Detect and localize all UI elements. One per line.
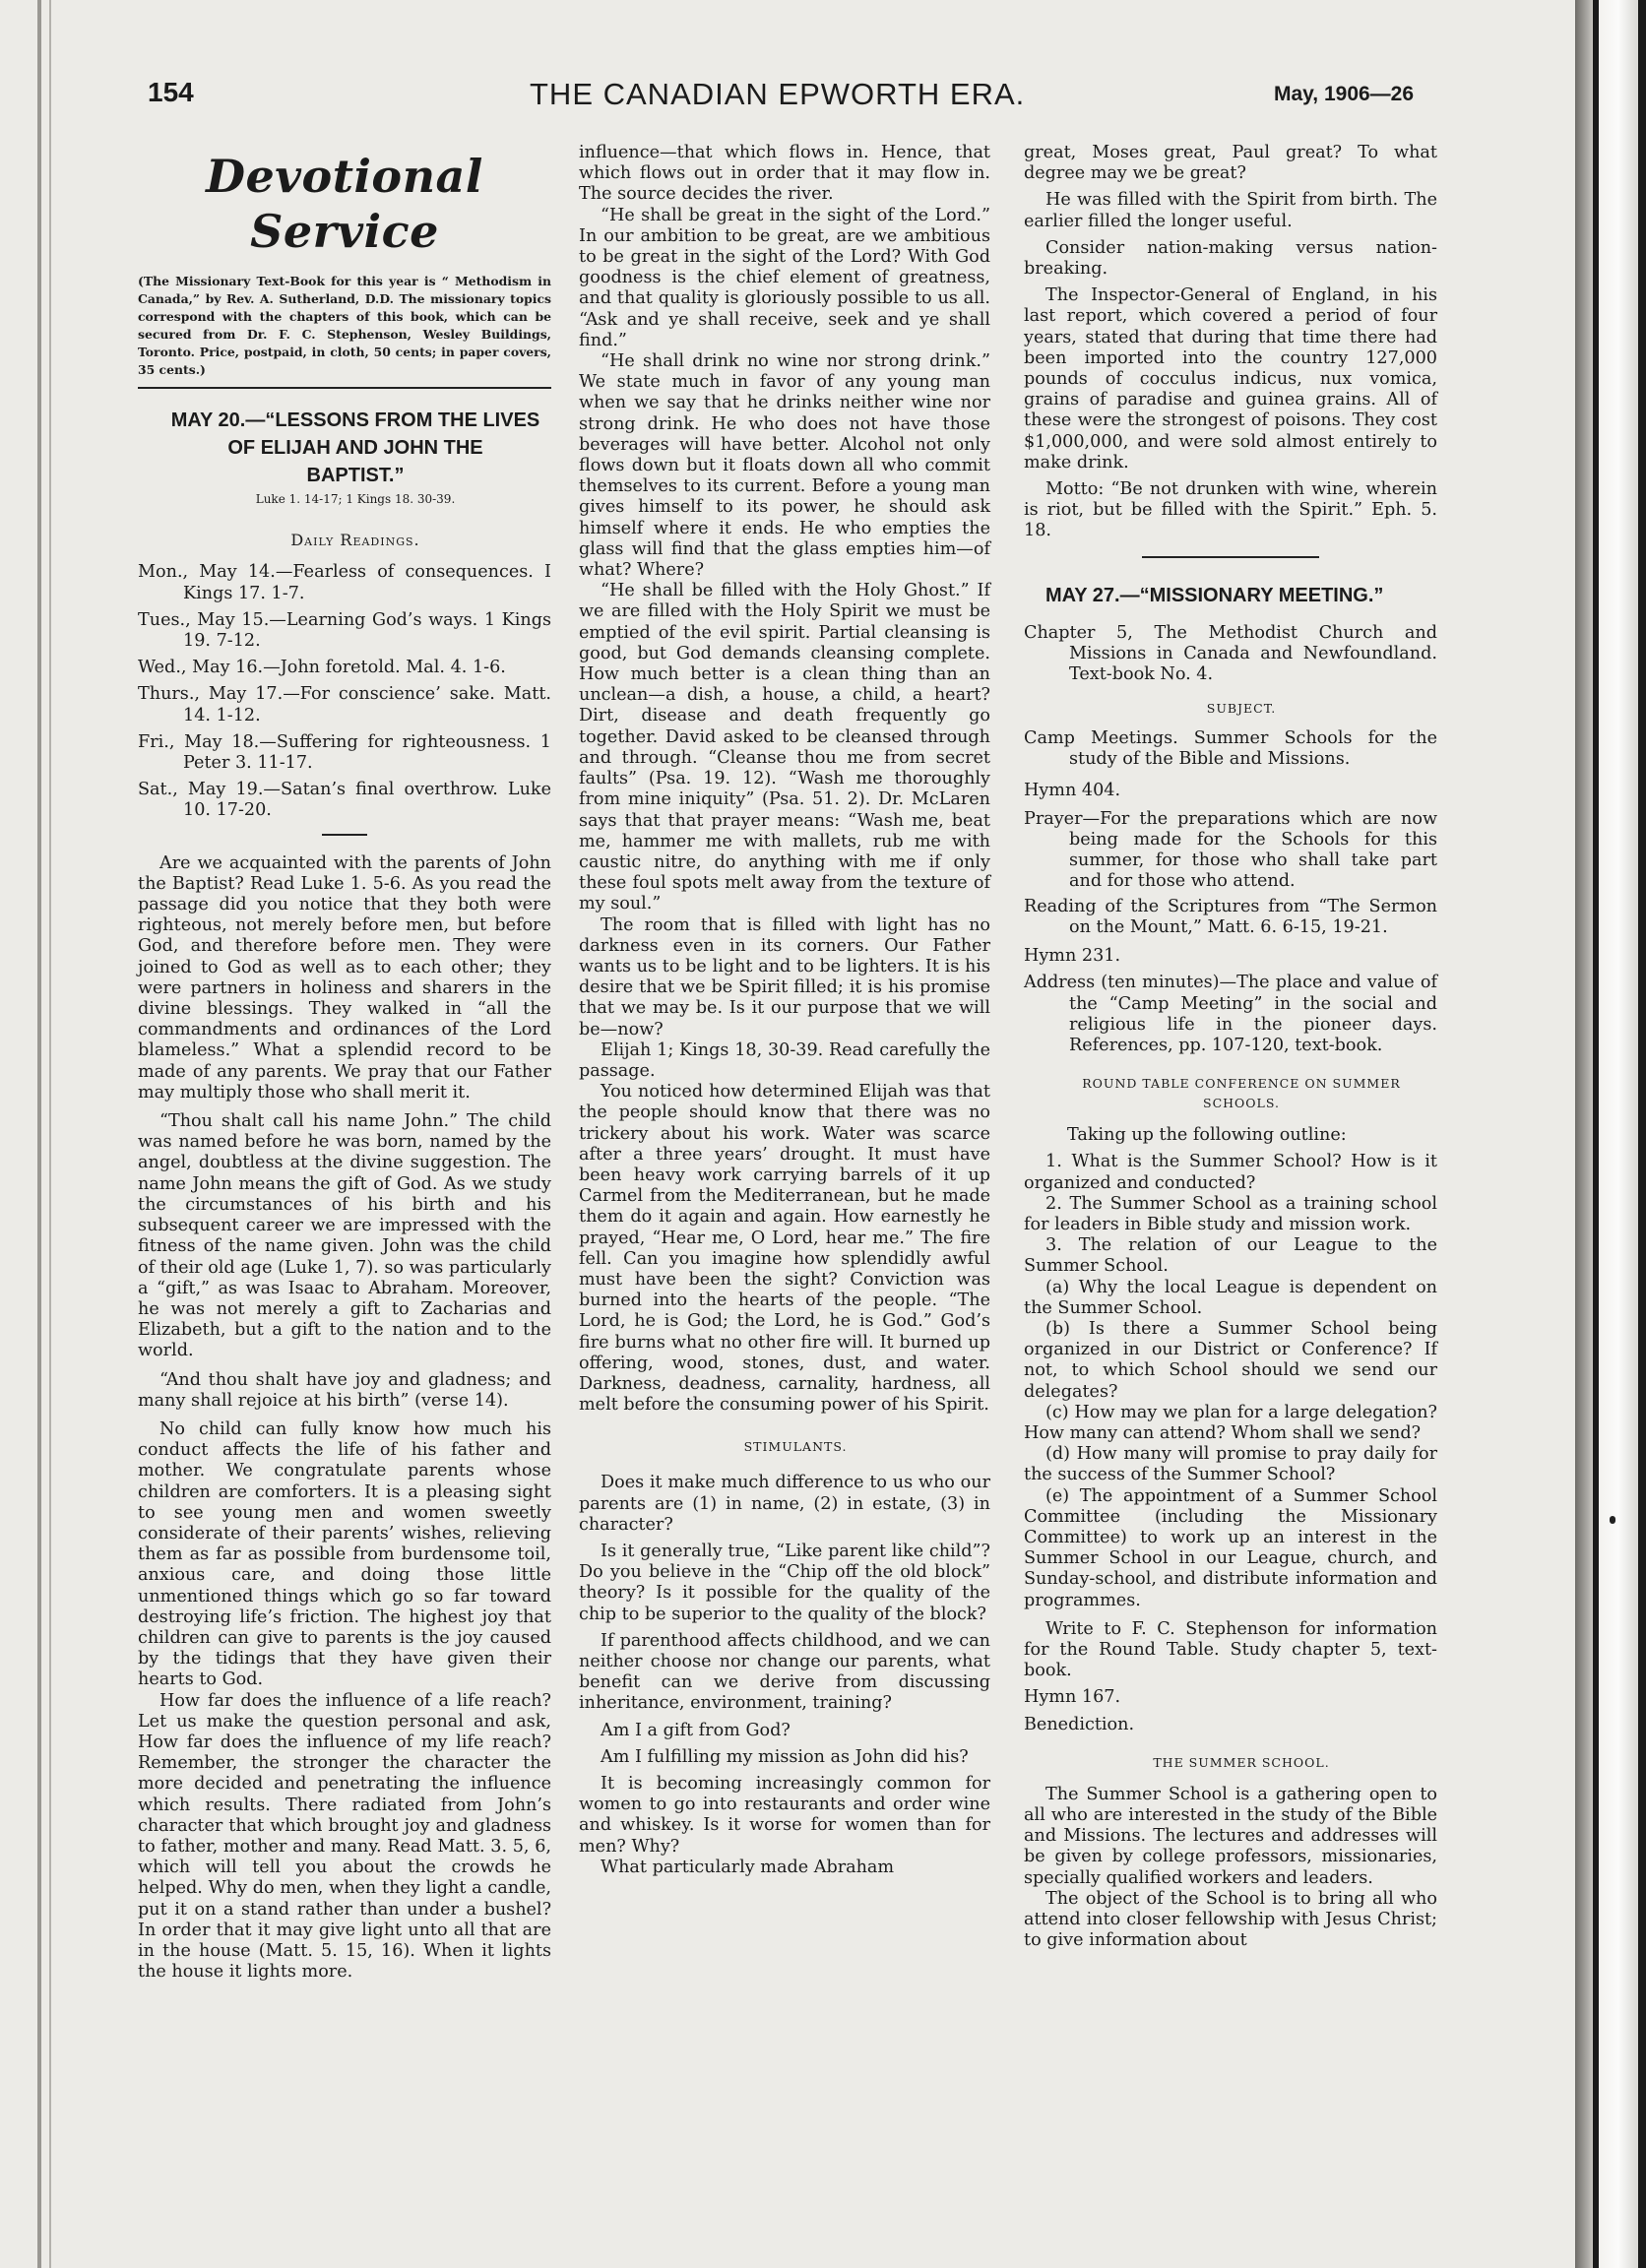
body-paragraph: influence—that which flows in. Hence, that which flows out in order that it may flow in. The source decides the river.: [579, 143, 990, 205]
outline-item: (d) How many will promise to pray daily for the success of the Summer School?: [1024, 1444, 1437, 1485]
outline-item: (e) The appointment of a Summer School Committee (including the Missionary Committee) to work up an interest in the Summer School in our League, church, and Sunday-school, and distribute information and programmes.: [1024, 1485, 1437, 1610]
margin-mark: [1610, 1516, 1615, 1524]
body-paragraph: How far does the influence of a life reach? Let us make the question personal and ask, How far does the influence of my life reach? Remember, the stronger the character the more decided and penetrating the influence which results. There radiated from John’s character that which brought joy and gladness to father, mother and many. Read Matt. 3. 5, 6, which will tell you about the crowds he helped. Why do men, when they light a candle, put it on a stand rather than under a bushel? In order that it may give light unto all that are in the house (Matt. 5. 15, 16). When it lights the house it lights more.: [138, 1690, 551, 1983]
body-paragraph: Is it generally true, “Like parent like child”? Do you believe in the “Chip off the old block” theory? Is it possible for the quality of the chip to be superior to the quality of the block?: [579, 1542, 990, 1624]
body-paragraph: The Summer School is a gathering open to all who are interested in the study of the Bible and Missions. The lectures and addresses will be given by college professors, missionaries, specially qualified workers and leaders.: [1024, 1784, 1437, 1888]
subject-label: SUBJECT.: [1206, 701, 1277, 717]
column-1: [138, 143, 551, 1983]
body-paragraph: What particularly made Abraham: [601, 1857, 895, 1877]
reading-item: Fri., May 18.—Suffering for righteousness. 1 Peter 3. 11-17.: [138, 731, 551, 774]
reading-item: Mon., May 14.—Fearless of consequences. I Kings 17. 1-7.: [138, 562, 551, 603]
divider: [322, 834, 367, 836]
body-paragraph: great, Moses great, Paul great? To what degree may we be great?: [1024, 143, 1437, 184]
round-table-heading-line-2: SCHOOLS.: [1203, 1096, 1280, 1111]
daily-readings-label: Daily Readings.: [290, 531, 420, 550]
section-title: Devotional Service: [206, 150, 483, 258]
body-paragraph: If parenthood affects childhood, and we can neither choose nor change our parents, what benefit can we derive from discussing inheritance, environment, training?: [579, 1630, 990, 1714]
body-paragraph: Am I a gift from God?: [601, 1720, 791, 1740]
page-number: 154: [148, 77, 194, 107]
body-paragraph: Does it make much difference to us who our parents are (1) in name, (2) in estate, (3) in character?: [579, 1473, 990, 1535]
reading-item: Tues., May 15.—Learning God’s ways. 1 Kings 19. 7-12.: [138, 609, 551, 652]
outline-item: (a) Why the local League is dependent on the Summer School.: [1024, 1277, 1437, 1318]
missionary-heading: MAY 27.—“MISSIONARY MEETING.”: [1045, 584, 1384, 606]
program-item: Reading of the Scriptures from “The Sermon on the Mount,” Matt. 6. 6-15, 19-21.: [1024, 896, 1437, 937]
body-paragraph: It is becoming increasingly common for women to go into restaurants and order wine and whiskey. Is it worse for women than for men? Why?: [579, 1774, 990, 1857]
chapter-reference: Chapter 5, The Methodist Church and Missions in Canada and Newfoundland. Text-book No. 4.: [1024, 622, 1437, 685]
body-paragraph: The object of the School is to bring all who attend into closer fellowship with Jesus Christ; to give information about: [1024, 1888, 1437, 1951]
lesson-heading-line-1: MAY 20.—“LESSONS FROM THE LIVES: [170, 410, 540, 431]
body-paragraph: “He shall be great in the sight of the Lord.” In our ambition to be great, are we ambitious to be great in the sight of the Lord? With God goodness is the chief element of greatness, and that quality is gloriously possible to us all. “Ask and ye shall receive, seek and ye shall find.”: [579, 205, 990, 350]
lesson-heading-line-3: BAPTIST.”: [306, 465, 405, 486]
body-paragraph: Elijah 1; Kings 18, 30-39. Read carefully the passage.: [579, 1040, 990, 1081]
program-item: Hymn 231.: [1024, 946, 1121, 967]
stimulants-heading: STIMULANTS.: [743, 1439, 848, 1455]
body-paragraph: You noticed how determined Elijah was that the people should know that there was no trickery about his work. Water was scarce after a three years’ drought. It must have been heavy work carrying barrels of it up Carmel from the Mediterranean, but he made them do it again and again. How earnestly he prayed, “Hear me, O Lord, hear me.” The fire fell. Can you imagine how splendidly awful must have been the sight? Conviction was burned into the hearts of the people. “The Lord, he is God; the Lord, he is God.” God’s fire burns what no other fire will. It burned up offering, wood, stones, dust, and water. Darkness, deadness, carnality, hardness, all melt before the consuming power of his Spirit.: [579, 1082, 990, 1416]
body-paragraph: Are we acquainted with the parents of John the Baptist? Read Luke 1. 5-6. As you read the passage did you notice that they both were righteous, not merely before men, but before God, and therefore before men. They were joined to God as well as to each other; they were partners in holiness and sharers in the divine blessings. They walked in “all the commandments and ordinances of the Lord blameless.” What a splendid record to be made of any parents. We pray that our Father may multiply those who shall merit it.: [138, 852, 551, 1102]
outline-item: Write to F. C. Stephenson for information for the Round Table. Study chapter 5, text-book.: [1024, 1618, 1437, 1681]
book-spine: [1593, 0, 1646, 2268]
body-paragraph: The Inspector-General of England, in his last report, which covered a period of four years, stated that during that time there had been imported into the country 127,000 pounds of cocculus indicus, nux vomica, grains of paradise and guinea grains. All of these were the strongest of poisons. They cost $1,000,000, and were sold almost entirely to make drink.: [1024, 285, 1437, 472]
scripture-reference: Luke 1. 14-17; 1 Kings 18. 30-39.: [255, 492, 456, 506]
textbook-note: (The Missionary Text-Book for this year is “ Methodism in Canada,” by Rev. A. Sutherland, D.D. The missionary topics correspond with the chapters of this book, which can be secured from Dr. F. C. Stephenson, Wesley Buildings, Toronto. Price, postpaid, in cloth, 50 cents; in paper covers, 35 cents.): [138, 274, 551, 377]
reading-item: Sat., May 19.—Satan’s final overthrow. Luke 10. 17-20.: [138, 780, 551, 821]
column-2: [579, 143, 990, 1878]
program-item: Prayer—For the preparations which are now being made for the Schools for this summer, for those who shall take part and for those who attend.: [1024, 808, 1437, 892]
issue-date: May, 1906—26: [1274, 83, 1415, 105]
summer-school-heading: THE SUMMER SCHOOL.: [1153, 1754, 1330, 1770]
column-3: [1024, 143, 1437, 1951]
divider: [138, 387, 551, 389]
round-table-heading-line-1: ROUND TABLE CONFERENCE ON SUMMER: [1082, 1076, 1401, 1092]
body-paragraph: Am I fulfilling my mission as John did his?: [601, 1746, 969, 1767]
outline-item: (c) How may we plan for a large delegation? How many can attend? Whom shall we send?: [1024, 1402, 1437, 1443]
closing-item: Benediction.: [1024, 1714, 1135, 1734]
body-paragraph: No child can fully know how much his conduct affects the life of his father and mother. We congratulate parents whose children are comforters. It is a pleasing sight to see young men and women sweetly considerate of their parents’ wishes, relieving them as far as possible from burdensome toil, anxious care, and doing those little unmentioned things which go so far toward destroying life’s friction. The highest joy that children can give to parents is the joy caused by the tidings that they have given their hearts to God.: [138, 1418, 551, 1690]
body-paragraph: He was filled with the Spirit from birth. The earlier filled the longer useful.: [1024, 190, 1437, 231]
outline-intro: Taking up the following outline:: [1067, 1125, 1347, 1146]
outline-item: (b) Is there a Summer School being organized in our District or Conference? If not, to which School should we send our delegates?: [1024, 1318, 1437, 1402]
body-paragraph: “And thou shalt have joy and gladness; and many shall rejoice at his birth” (verse 14).: [138, 1369, 551, 1411]
reading-item: Wed., May 16.—John foretold. Mal. 4. 1-6.: [138, 658, 506, 678]
publication-title: THE CANADIAN EPWORTH ERA.: [530, 77, 1026, 111]
closing-item: Hymn 167.: [1024, 1687, 1121, 1708]
program-item: Address (ten minutes)—The place and value of the “Camp Meeting” in the social and religious life in the pioneer days. References, pp. 107-120, text-book.: [1024, 973, 1437, 1055]
subject-text: Camp Meetings. Summer Schools for the study of the Bible and Missions.: [1024, 728, 1437, 770]
program-item: Hymn 404.: [1024, 780, 1121, 800]
body-paragraph: The room that is filled with light has no darkness even in its corners. Our Father wants us to be light and to be lighters. It is his desire that we be Spirit filled; it is his promise that we may be. Is it our purpose that we will be—now?: [579, 914, 990, 1040]
body-paragraph: “He shall drink no wine nor strong drink.” We state much in favor of any young man when we say that he drinks neither wine nor strong drink. He who does not have those beverages will have better. Alcohol not only flows down but it floats down all who commit themselves to its current. Before a young man gives himself to its power, he should ask himself where it ends. He who empties the glass will find that the glass empties him—of what? Where?: [579, 351, 990, 581]
reading-item: Thurs., May 17.—For conscience’ sake. Matt. 14. 1-12.: [138, 684, 551, 725]
outline-item: 2. The Summer School as a training school for leaders in Bible study and mission work.: [1024, 1193, 1437, 1234]
body-paragraph: Motto: “Be not drunken with wine, wherein is riot, but be filled with the Spirit.” Eph. 5. 18.: [1024, 479, 1437, 541]
outline-item: 1. What is the Summer School? How is it organized and conducted?: [1024, 1152, 1437, 1193]
outline-item: 3. The relation of our League to the Summer School.: [1024, 1235, 1437, 1277]
body-paragraph: Consider nation-making versus nation-breaking.: [1024, 237, 1437, 280]
lesson-heading-line-2: OF ELIJAH AND JOHN THE: [227, 437, 483, 459]
divider: [1142, 556, 1319, 558]
body-paragraph: “Thou shalt call his name John.” The child was named before he was born, named by the angel, doubtless at the divine suggestion. The name John means the gift of God. As we study the circumstances of his birth and his subsequent career we are impressed with the fitness of the name given. John was the child of their old age (Luke 1, 7). so was particularly a “gift,” as was Isaac to Abraham. Moreover, he was not merely a gift to Zacharias and Elizabeth, but a gift to the nation and to the world.: [138, 1111, 551, 1361]
body-paragraph: “He shall be filled with the Holy Ghost.” If we are filled with the Holy Spirit we must be emptied of the evil spirit. Partial cleansing is good, but God demands cleansing complete. How much better is a clean thing than an unclean—a dish, a house, a child, a heart? Dirt, disease and death frequently go together. David asked to be cleansed through and through. “Cleanse thou me from secret faults” (Psa. 19. 12). “Wash me thoroughly from mine iniquity” (Psa. 51. 2). Dr. McLaren says that that prayer means: “Wash me, beat me, hammer me with mallets, rub me with caustic nitre, do anything with me if only these foul spots melt away from the texture of my soul.”: [579, 581, 990, 914]
